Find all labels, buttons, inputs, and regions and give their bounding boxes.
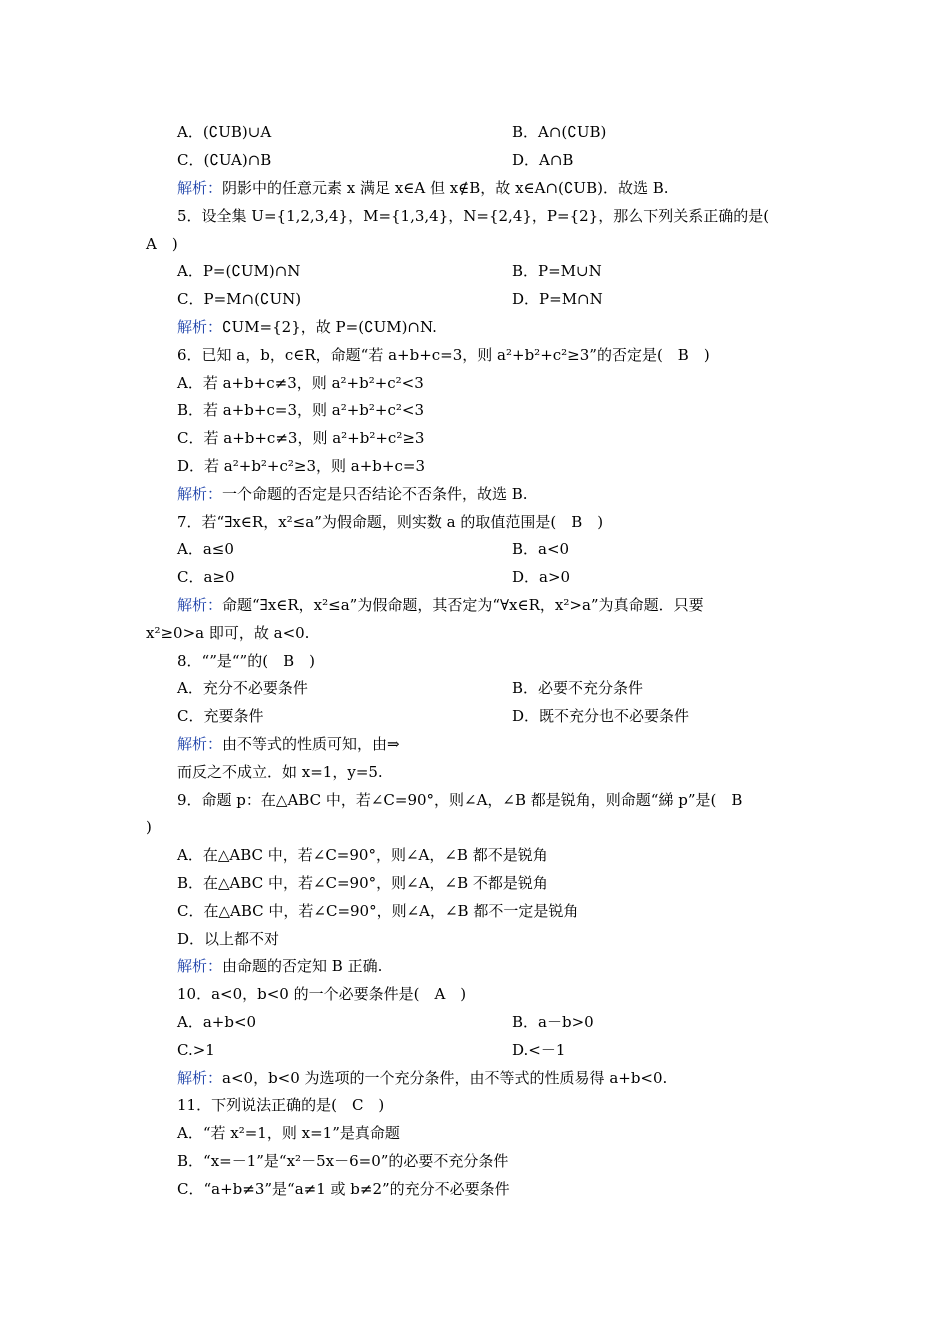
q8-solution-cont: 而反之不成立．如 x=1，y=5. bbox=[177, 763, 383, 781]
q7-option-b: B．a<0 bbox=[512, 540, 570, 558]
q5-option-b: B．P=M∪N bbox=[512, 262, 602, 280]
q9-solution bbox=[177, 956, 382, 976]
solution-label: 解析： bbox=[177, 735, 223, 753]
q6-option-c: C．若 a+b+c≠3，则 a²+b²+c²≥3 bbox=[177, 429, 425, 447]
q11-stem: 11．下列说法正确的是( C ) bbox=[177, 1096, 385, 1114]
q11-option-b: B．“x=－1”是“x²－5x－6=0”的必要不充分条件 bbox=[177, 1152, 509, 1170]
q6-option-a: A．若 a+b+c≠3，则 a²+b²+c²<3 bbox=[177, 374, 424, 392]
q9-stem-cont: ) bbox=[146, 818, 152, 836]
q5-option-a: A．P=(∁UM)∩N bbox=[177, 262, 301, 280]
q10-option-b: B．a－b>0 bbox=[512, 1013, 594, 1031]
q11-option-c: C．“a+b≠3”是“a≠1 或 b≠2”的充分不必要条件 bbox=[177, 1180, 510, 1198]
q9-option-b: B．在△ABC 中，若∠C=90°，则∠A，∠B 不都是锐角 bbox=[177, 874, 548, 892]
q10-solution bbox=[177, 1068, 667, 1088]
solution-label: 解析： bbox=[177, 318, 223, 336]
solution-text: 由不等式的性质可知，由⇒ bbox=[222, 735, 400, 753]
solution-label: 解析： bbox=[177, 1069, 223, 1087]
q10-option-d: D.<－1 bbox=[512, 1041, 566, 1059]
q7-stem: 7．若“∃x∈R，x²≤a”为假命题，则实数 a 的取值范围是( B ) bbox=[177, 513, 604, 531]
q9-option-a: A．在△ABC 中，若∠C=90°，则∠A，∠B 都不是锐角 bbox=[177, 846, 548, 864]
q7-option-a: A．a≤0 bbox=[177, 540, 234, 558]
q4-option-b: B．A∩(∁UB) bbox=[512, 123, 607, 141]
q5-stem: 5．设全集 U={1,2,3,4}，M={1,3,4}，N={2,4}，P={2}，那么下列关系正确的是( bbox=[177, 207, 770, 225]
q7-option-c: C．a≥0 bbox=[177, 568, 235, 586]
solution-label: 解析： bbox=[177, 485, 223, 503]
q8-solution bbox=[177, 734, 400, 754]
solution-label: 解析： bbox=[177, 957, 223, 975]
q5-stem-cont: A ) bbox=[146, 235, 178, 253]
solution-text: a<0，b<0 为选项的一个充分条件，由不等式的性质易得 a+b<0. bbox=[222, 1069, 668, 1087]
q7-option-d: D．a>0 bbox=[512, 568, 571, 586]
q6-solution bbox=[177, 484, 528, 504]
q5-option-d: D．P=M∩N bbox=[512, 290, 603, 308]
q5-solution bbox=[177, 317, 437, 337]
solution-text: ∁UM={2}，故 P=(∁UM)∩N. bbox=[222, 318, 437, 336]
q8-option-d: D．既不充分也不必要条件 bbox=[512, 707, 690, 725]
q10-option-a: A．a+b<0 bbox=[177, 1013, 257, 1031]
q6-option-d: D．若 a²+b²+c²≥3，则 a+b+c=3 bbox=[177, 457, 425, 475]
solution-text: 命题“∃x∈R，x²≤a”为假命题，其否定为“∀x∈R，x²>a”为真命题．只要 bbox=[222, 596, 704, 614]
q4-option-a: A．(∁UB)∪A bbox=[177, 123, 272, 141]
solution-text: 阴影中的任意元素 x 满足 x∈A 但 x∉B，故 x∈A∩(∁UB)．故选 B. bbox=[222, 179, 669, 197]
q8-option-b: B．必要不充分条件 bbox=[512, 679, 644, 697]
q7-solution-cont: x²≥0>a 即可，故 a<0. bbox=[146, 624, 310, 642]
q4-option-c: C．(∁UA)∩B bbox=[177, 151, 272, 169]
q9-stem: 9．命题 p：在△ABC 中，若∠C=90°，则∠A，∠B 都是锐角，则命题“綈 p”是( B bbox=[177, 791, 743, 809]
q8-option-c: C．充要条件 bbox=[177, 707, 264, 725]
q6-stem: 6．已知 a，b，c∈R，命题“若 a+b+c=3，则 a²+b²+c²≥3”的否定是( B ) bbox=[177, 346, 710, 364]
q4-solution bbox=[177, 178, 669, 198]
q8-option-a: A．充分不必要条件 bbox=[177, 679, 308, 697]
q7-solution bbox=[177, 595, 704, 615]
solution-text: 一个命题的否定是只否结论不否条件，故选 B. bbox=[222, 485, 528, 503]
q8-stem: 8．“”是“”的( B ) bbox=[177, 652, 315, 670]
solution-label: 解析： bbox=[177, 179, 223, 197]
q4-option-d: D．A∩B bbox=[512, 151, 574, 169]
q9-option-d: D．以上都不对 bbox=[177, 930, 280, 948]
q10-option-c: C.>1 bbox=[177, 1041, 215, 1059]
q5-option-c: C．P=M∩(∁UN) bbox=[177, 290, 302, 308]
q11-option-a: A．“若 x²=1，则 x=1”是真命题 bbox=[177, 1124, 400, 1142]
q10-stem: 10．a<0，b<0 的一个必要条件是( A ) bbox=[177, 985, 467, 1003]
solution-label: 解析： bbox=[177, 596, 223, 614]
q9-option-c: C．在△ABC 中，若∠C=90°，则∠A，∠B 都不一定是锐角 bbox=[177, 902, 579, 920]
q6-option-b: B．若 a+b+c=3，则 a²+b²+c²<3 bbox=[177, 401, 424, 419]
solution-text: 由命题的否定知 B 正确. bbox=[222, 957, 383, 975]
